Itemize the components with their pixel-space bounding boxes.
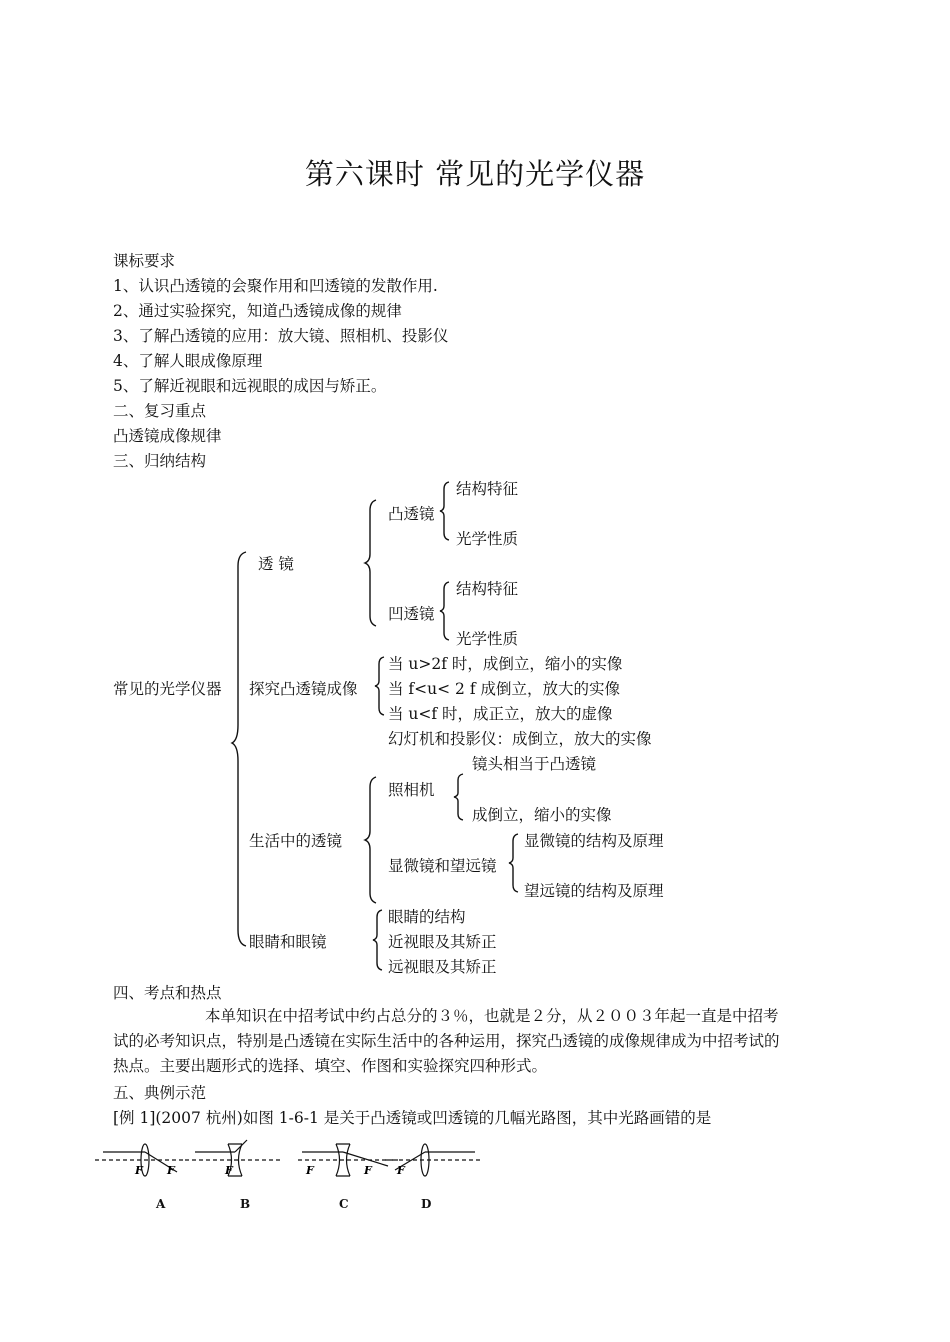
concave-optics: 光学性质 — [456, 630, 519, 648]
concave-structure: 结构特征 — [456, 580, 519, 598]
microscope-label: 显微镜和望远镜 — [388, 857, 497, 875]
requirement-item: 4、了解人眼成像原理 — [113, 352, 263, 370]
life-brace — [362, 775, 380, 905]
option-a-label: A — [156, 1197, 166, 1211]
lens-label: 透 镜 — [258, 555, 294, 573]
convex-optics: 光学性质 — [456, 530, 519, 548]
microscope-principle: 显微镜的结构及原理 — [524, 832, 664, 850]
camera-image: 成倒立，缩小的实像 — [472, 806, 612, 824]
focus-label: F — [135, 1164, 143, 1177]
hyperopia: 远视眼及其矫正 — [388, 958, 497, 976]
rule-3: 当 u<f 时，成正立，放大的虚像 — [388, 705, 613, 723]
convex-label: 凸透镜 — [388, 505, 435, 523]
eye-structure: 眼睛的结构 — [388, 908, 466, 926]
camera-lens: 镜头相当于凸透镜 — [472, 755, 597, 773]
camera-label: 照相机 — [388, 781, 435, 799]
focus-label: F — [167, 1164, 175, 1177]
review-heading: 二、复习重点 — [113, 402, 207, 420]
focus-label: F — [306, 1164, 314, 1177]
eye-label: 眼睛和眼镜 — [249, 933, 327, 951]
option-b-label: B — [240, 1197, 251, 1211]
rule-2: 当 f<u< 2 f 成倒立，放大的实像 — [388, 680, 621, 698]
root-brace — [230, 550, 254, 950]
explore-label: 探究凸透镜成像 — [249, 680, 358, 698]
requirement-item: 2、通过实验探究，知道凸透镜成像的规律 — [113, 302, 402, 320]
explore-brace — [372, 655, 388, 717]
focus-label: F — [225, 1164, 233, 1177]
diagram-b — [185, 1138, 280, 1192]
hotspots-heading: 四、考点和热点 — [113, 984, 222, 1002]
requirement-item: 5、了解近视眼和远视眼的成因与矫正。 — [113, 377, 387, 395]
example-1-question: [例 1](2007 杭州)如图 1-6-1 是关于凸透镜或凹透镜的几幅光路图，其中光路画错的是 — [113, 1109, 712, 1127]
review-content: 凸透镜成像规律 — [113, 427, 222, 445]
diagram-d-rays — [385, 1138, 480, 1188]
lens-brace — [362, 498, 380, 628]
eye-brace — [370, 908, 386, 972]
hotspots-paragraph: 本单知识在中招考试中约占总分的３％，也就是２分，从２００３年起一直是中招考试的必考知识点，特别是凸透镜在实际生活中的各种运用，探究凸透镜的成像规律成为中招考试的热点。主要出题形式的选择、填空、作图和实验探究四种形式。 — [113, 1007, 780, 1075]
page-title: 第六课时 常见的光学仪器 — [304, 157, 646, 191]
life-label: 生活中的透镜 — [249, 832, 343, 850]
option-d-label: D — [421, 1197, 432, 1211]
convex-structure: 结构特征 — [456, 480, 519, 498]
requirement-item: 1、认识凸透镜的会聚作用和凹透镜的发散作用. — [113, 277, 438, 295]
rule-1: 当 u>2f 时，成倒立，缩小的实像 — [388, 655, 623, 673]
diagram-c-rays — [298, 1138, 398, 1188]
option-c-label: C — [339, 1197, 349, 1211]
telescope-principle: 望远镜的结构及原理 — [524, 882, 664, 900]
focus-label: F — [364, 1164, 372, 1177]
diagram-c — [298, 1138, 398, 1192]
focus-label: F — [397, 1164, 405, 1177]
myopia: 近视眼及其矫正 — [388, 933, 497, 951]
concave-label: 凹透镜 — [388, 605, 435, 623]
camera-brace — [451, 772, 467, 822]
projector-rule: 幻灯机和投影仪：成倒立，放大的实像 — [388, 730, 652, 748]
diagram-d — [385, 1138, 480, 1192]
diagram-b-rays — [185, 1138, 280, 1188]
examples-heading: 五、典例示范 — [113, 1084, 207, 1102]
diagram-a — [95, 1138, 185, 1192]
convex-brace — [437, 480, 453, 542]
requirements-heading: 课标要求 — [113, 252, 176, 270]
structure-heading: 三、归纳结构 — [113, 452, 207, 470]
concave-brace — [437, 580, 453, 642]
diagram-a-rays — [95, 1138, 185, 1188]
microscope-brace — [506, 832, 522, 894]
tree-root: 常见的光学仪器 — [113, 680, 222, 698]
requirement-item: 3、了解凸透镜的应用：放大镜、照相机、投影仪 — [113, 327, 449, 345]
